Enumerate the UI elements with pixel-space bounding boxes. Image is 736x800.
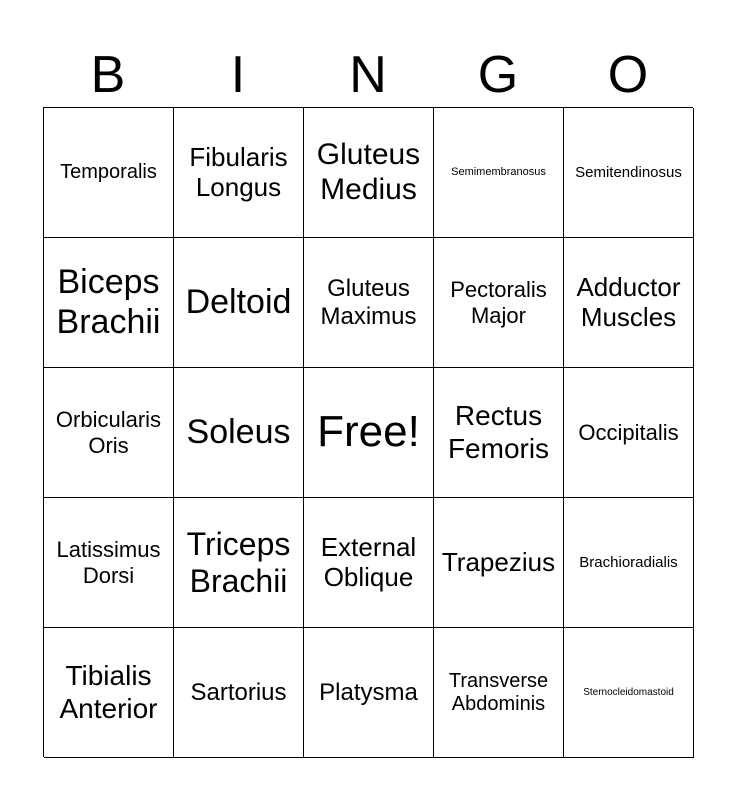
cell-label: Gluteus Maximus xyxy=(320,274,417,330)
bingo-cell[interactable] xyxy=(174,498,304,628)
bingo-cell[interactable] xyxy=(564,108,694,238)
cell-label: Rectus Femoris xyxy=(447,400,550,464)
cell-label: Biceps Brachii xyxy=(56,263,161,341)
cell-label: Triceps Brachii xyxy=(186,525,291,599)
cell-label: Temporalis xyxy=(60,161,157,183)
bingo-cell[interactable] xyxy=(434,368,564,498)
cell-label: Deltoid xyxy=(185,282,292,321)
bingo-cell[interactable] xyxy=(304,498,434,628)
cell-label: Sartorius xyxy=(190,678,287,706)
cell-label: Pectoralis Major xyxy=(450,277,547,328)
header-letter-o: O xyxy=(607,46,649,104)
cell-label: Occipitalis xyxy=(578,419,679,445)
bingo-cell[interactable] xyxy=(304,108,434,238)
bingo-cell[interactable] xyxy=(44,238,174,368)
header-letter-n: N xyxy=(349,46,387,104)
bingo-header xyxy=(43,44,693,106)
bingo-cell[interactable] xyxy=(174,238,304,368)
header-letter-g: G xyxy=(477,46,519,104)
free-space-label: Free! xyxy=(317,407,420,457)
bingo-cell[interactable] xyxy=(44,628,174,758)
cell-label: Trapezius xyxy=(441,546,556,577)
bingo-cell[interactable] xyxy=(564,628,694,758)
bingo-cell[interactable] xyxy=(434,498,564,628)
cell-label: Platysma xyxy=(319,678,418,706)
bingo-cell[interactable] xyxy=(434,238,564,368)
bingo-cell[interactable] xyxy=(564,368,694,498)
cell-label: Semitendinosus xyxy=(575,163,682,181)
header-letter-i: I xyxy=(230,46,246,104)
bingo-cell[interactable] xyxy=(564,238,694,368)
bingo-cell[interactable] xyxy=(434,628,564,758)
bingo-cell[interactable] xyxy=(564,498,694,628)
cell-label: Brachioradialis xyxy=(579,553,678,571)
cell-label: Gluteus Medius xyxy=(316,138,421,206)
cell-label: Semimembranosus xyxy=(451,166,546,179)
bingo-cell[interactable] xyxy=(434,108,564,238)
free-space[interactable] xyxy=(304,368,434,498)
cell-label: Tibialis Anterior xyxy=(59,660,158,724)
cell-label: Soleus xyxy=(186,412,291,451)
bingo-cell[interactable] xyxy=(304,238,434,368)
header-letter-b: B xyxy=(90,46,126,104)
bingo-board xyxy=(43,107,693,757)
bingo-cell[interactable] xyxy=(174,108,304,238)
bingo-cell[interactable] xyxy=(174,368,304,498)
bingo-cell[interactable] xyxy=(174,628,304,758)
cell-label: Adductor Muscles xyxy=(576,271,681,332)
bingo-cell[interactable] xyxy=(304,628,434,758)
cell-label: Fibularis Longus xyxy=(189,141,288,202)
cell-label: Sternocleidomastoid xyxy=(583,686,674,698)
cell-label: External Oblique xyxy=(320,531,417,592)
cell-label: Latissimus Dorsi xyxy=(56,537,161,588)
cell-label: Orbicularis Oris xyxy=(55,407,162,458)
bingo-cell[interactable] xyxy=(44,498,174,628)
cell-label: Transverse Abdominis xyxy=(448,669,549,715)
bingo-cell[interactable] xyxy=(44,368,174,498)
bingo-cell[interactable] xyxy=(44,108,174,238)
